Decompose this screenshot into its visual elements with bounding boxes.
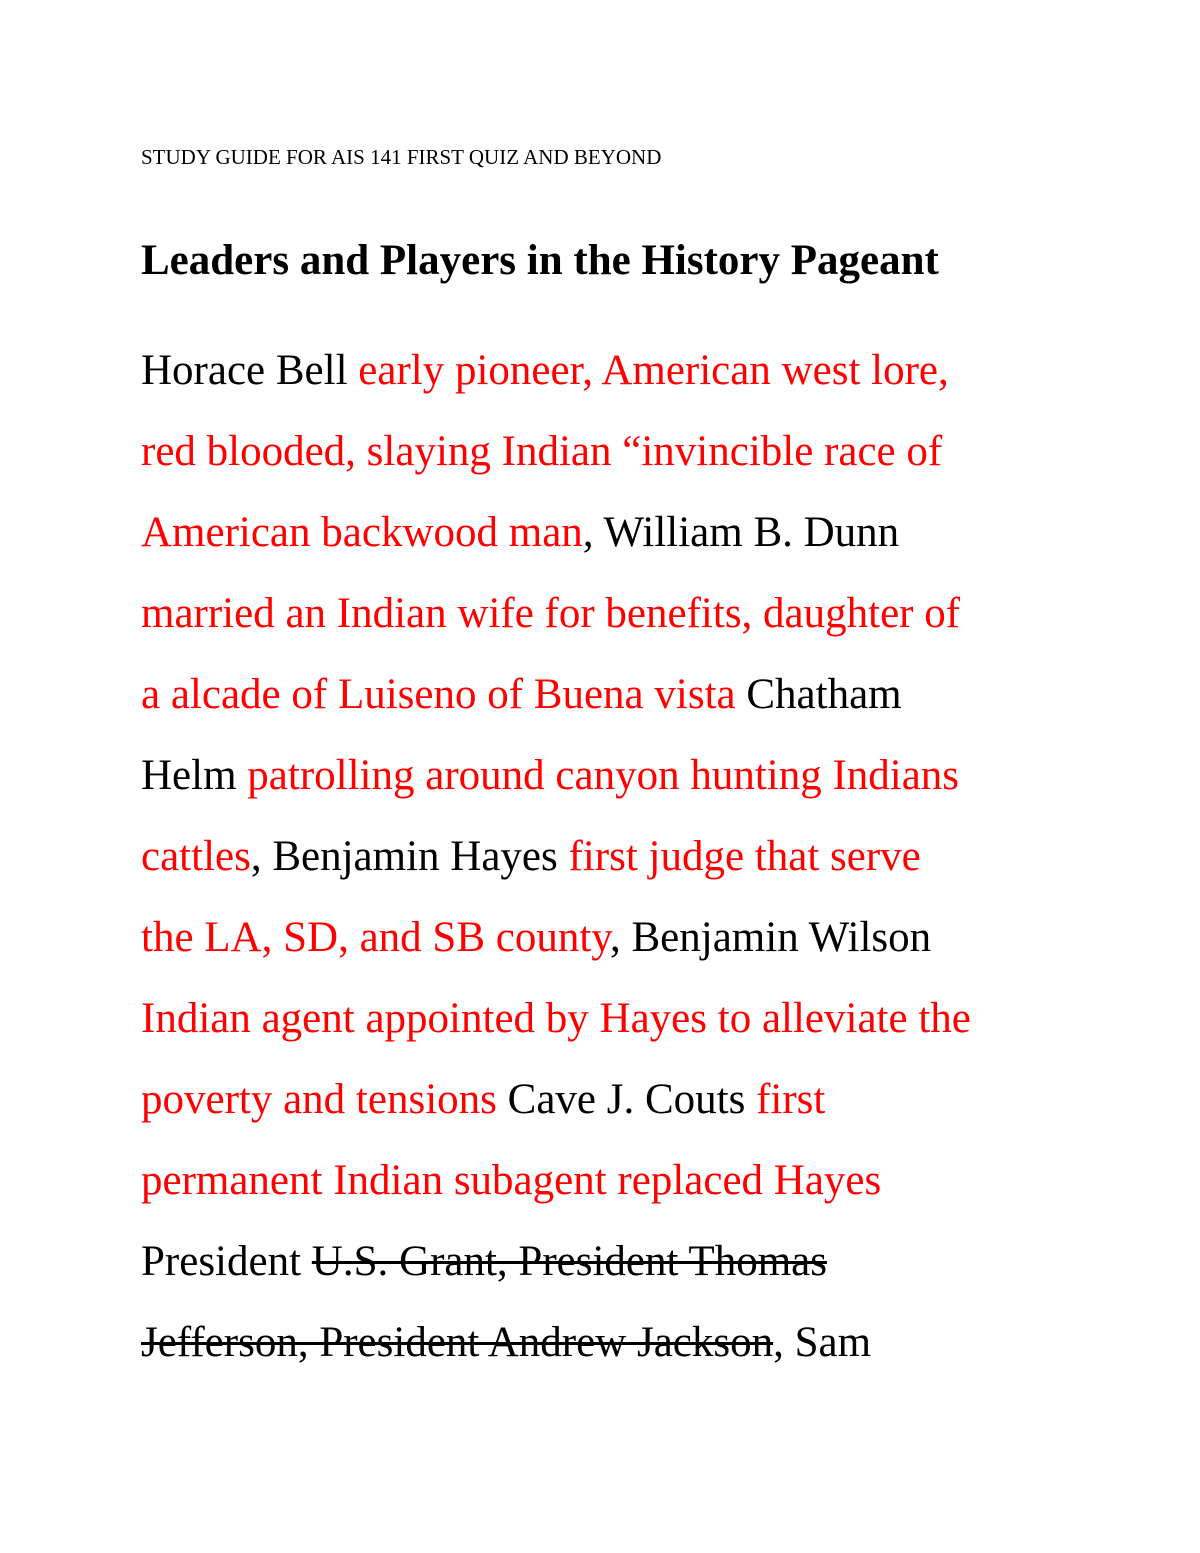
highlighted-note: patrolling around canyon hunting Indians: [247, 752, 960, 799]
body-line: [141, 330, 1101, 411]
highlighted-note: married an Indian wife for benefits, daughter of: [141, 590, 961, 637]
body-line: [141, 1302, 1101, 1383]
body-line: [141, 492, 1101, 573]
body-line: [141, 411, 1101, 492]
body-text-segment: , William B. Dunn: [582, 509, 900, 556]
document-body: [141, 330, 1101, 1383]
body-text-segment: , Sam: [773, 1319, 872, 1366]
body-line: [141, 1221, 1101, 1302]
highlighted-note: first: [756, 1076, 826, 1123]
highlighted-note: American backwood man: [141, 509, 583, 556]
body-text-segment: Helm: [141, 752, 248, 799]
highlighted-note: Indian agent appointed by Hayes to alleviate the: [141, 995, 971, 1042]
highlighted-note: first judge that serve: [568, 833, 921, 880]
body-line: [141, 573, 1101, 654]
highlighted-note: the LA, SD, and SB county: [141, 914, 610, 961]
highlighted-note: red blooded, slaying Indian “invincible race of: [141, 428, 943, 475]
highlighted-note: poverty and tensions: [141, 1076, 508, 1123]
body-text-segment: , Benjamin Wilson: [610, 914, 932, 961]
highlighted-note: cattles: [141, 833, 251, 880]
highlighted-note: permanent Indian subagent replaced Hayes: [141, 1157, 882, 1204]
body-line: [141, 735, 1101, 816]
body-text-segment: , Benjamin Hayes: [250, 833, 569, 880]
body-text-segment: President: [141, 1238, 312, 1285]
body-text-segment: Cave J. Couts: [507, 1076, 757, 1123]
highlighted-note: a alcade of Luiseno of Buena vista: [141, 671, 747, 718]
document-title: Leaders and Players in the History Pageant: [141, 237, 939, 284]
body-line: [141, 816, 1101, 897]
body-line: [141, 1140, 1101, 1221]
body-line: [141, 897, 1101, 978]
struck-text: U.S. Grant, President Thomas: [311, 1238, 827, 1285]
body-line: [141, 654, 1101, 735]
body-line: [141, 1059, 1101, 1140]
body-line: [141, 978, 1101, 1059]
document-header: STUDY GUIDE FOR AIS 141 FIRST QUIZ AND BEYOND: [141, 145, 662, 169]
body-text-segment: Chatham: [746, 671, 902, 718]
struck-text: Jefferson, President Andrew Jackson: [141, 1319, 774, 1366]
body-text-segment: Horace Bell: [141, 347, 359, 394]
highlighted-note: early pioneer, American west lore,: [358, 347, 949, 394]
